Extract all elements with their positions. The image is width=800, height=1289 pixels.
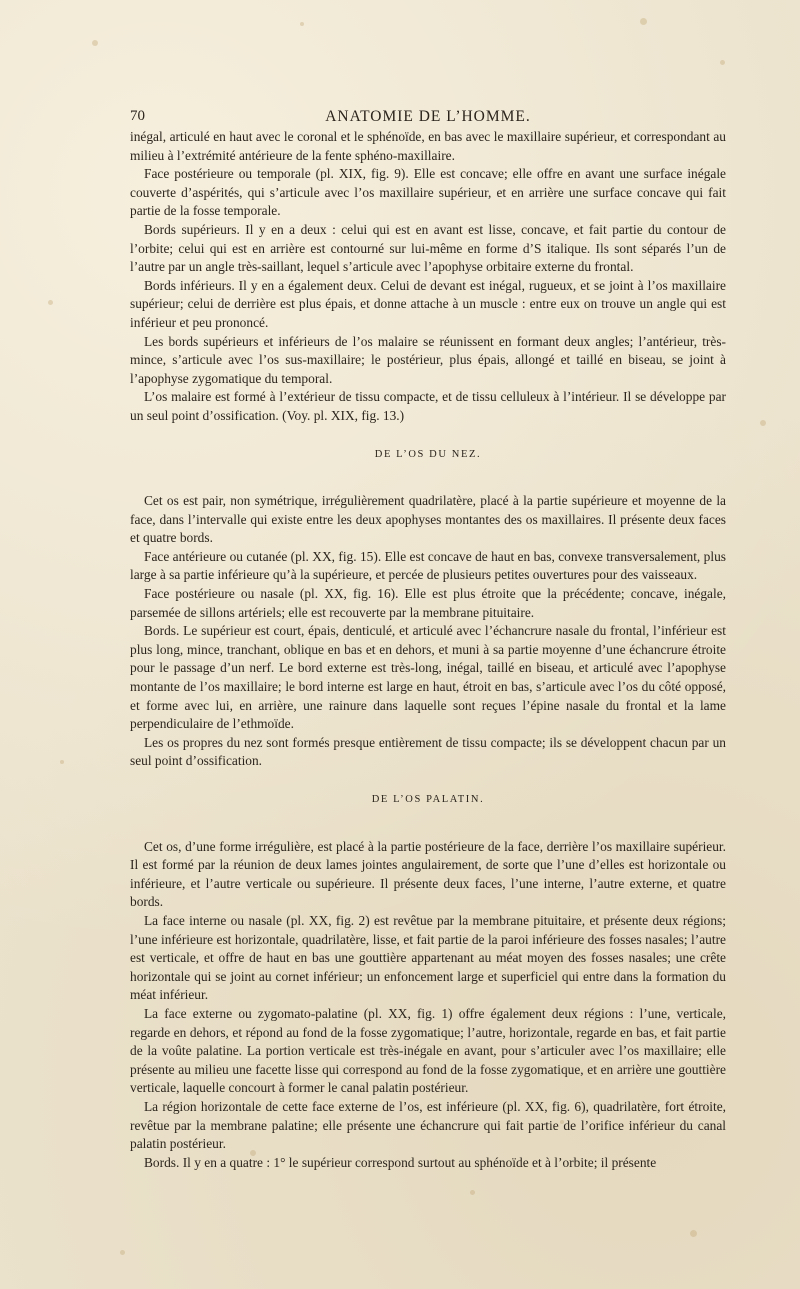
paragraph: Cet os, d’une forme irrégulière, est placé à la partie postérieure de la face, derrière l’os maxillaire supérieur. Il est formé par la réunion de deux lames jointes angulairement, de sorte que l’une d’elles est horizontale ou inférieure, et l’autre verticale ou supérieure. Il présente deux faces, l’une interne, l’autre externe, et quatre bords. bbox=[130, 838, 726, 910]
paragraph: Cet os est pair, non symétrique, irrégulièrement quadrilatère, placé à la partie supérieure et moyenne de la face, dans l’intervalle qui existe entre les deux apophyses montantes des os maxillaires. Il présente deux faces et quatre bords. bbox=[130, 493, 726, 546]
paragraph: Bords inférieurs. Il y en a également deux. Celui de devant est inégal, rugueux, et se joint à l’os maxillaire supérieur; celui de derrière est plus épais, et donne attache à un muscle : entre eux on trouve un angle qui est inférieur et peu prononcé. bbox=[130, 277, 726, 330]
paragraph: La face interne ou nasale (pl. XX, fig. 2) est revêtue par la membrane pituitaire, et présente deux régions; l’une inférieure est horizontale, quadrilatère, lisse, et fait partie de la paroi inférieure des fosses nasales; l’autre est verticale, et offre de haut en bas une gouttière appartenant au méat moyen des fosses nasales; une crête horizontale qui se joint au cornet inférieur; un enfoncement large et superficiel qui entre dans la formation du méat inférieur. bbox=[130, 912, 726, 1003]
paragraph: La région horizontale de cette face externe de l’os, est inférieure (pl. XX, fig. 6), quadrilatère, fort étroite, revêtue par la membrane palatine; elle présente une échancrure qui fait partie de l’orifice inférieur du canal palatin postérieur. bbox=[130, 1098, 726, 1152]
paragraph: L’os malaire est formé à l’extérieur de tissu compacte, et de tissu celluleux à l’intérieur. Il se développe par un seul point d’ossification. (Voy. pl. XIX, fig. 13.) bbox=[130, 389, 726, 423]
body-text bbox=[130, 128, 726, 1172]
page-header bbox=[130, 108, 726, 130]
section-heading-os-palatin: DE L’OS PALATIN. bbox=[371, 794, 485, 805]
paragraph: Face postérieure ou temporale (pl. XIX, fig. 9). Elle est concave; elle offre en avant une surface inégale couverte d’aspérités, qui s’articule avec l’os maxillaire supérieur, et en arrière une surface concave qui fait partie de la fosse temporale. bbox=[130, 166, 726, 219]
paragraph: Face antérieure ou cutanée (pl. XX, fig. 15). Elle est concave de haut en bas, convexe transversalement, plus large à sa partie inférieure qu’à la supérieure, et percée de plusieurs petites ouvertures pour des vaisseaux. bbox=[130, 548, 726, 583]
running-title: ANATOMIE DE L’HOMME. bbox=[325, 108, 531, 125]
paragraph: Bords. Le supérieur est court, épais, denticulé, et articulé avec l’échancrure nasale du frontal, l’inférieur est plus long, mince, tranchant, oblique en bas et en dehors, et muni à sa partie moyenne d’une échancrure étroite pour le passage d’un nerf. Le bord externe est très-long, inégal, taillé en biseau, et articulé avec l’apophyse montante de l’os maxillaire; le bord interne est large en haut, étroit en bas, s’articule avec l’os du côté opposé, et forme avec lui, en arrière, une rainure dans laquelle sont reçues l’épine nasale du frontal et la lame perpendiculaire de l’ethmoïde. bbox=[130, 623, 726, 732]
page-number: 70 bbox=[130, 108, 145, 124]
paragraph: Bords supérieurs. Il y en a deux : celui qui est en avant est lisse, concave, et fait partie du contour de l’orbite; celui qui est en arrière est contourné sur lui-même en forme d’S italique. Ils sont séparés l’un de l’autre par un angle très-saillant, lequel s’articule avec l’apophyse orbitaire externe du frontal. bbox=[130, 221, 726, 275]
paragraph: Les bords supérieurs et inférieurs de l’os malaire se réunissent en formant deux angles; l’antérieur, très-mince, s’articule avec l’os sus-maxillaire; le postérieur, plus épais, allongé et taillé en biseau, se joint à l’apophyse zygomatique du temporal. bbox=[130, 333, 726, 386]
section-heading-os-du-nez: DE L’OS DU NEZ. bbox=[374, 448, 482, 460]
paragraph: Bords. Il y en a quatre : 1° le supérieur correspond surtout au sphénoïde et à l’orbite; il présente bbox=[144, 1154, 657, 1170]
paragraph: Face postérieure ou nasale (pl. XX, fig. 16). Elle est plus étroite que la précédente; concave, inégale, parsemée de sillons artériels; elle est recouverte par la membrane pituitaire. bbox=[130, 586, 726, 620]
paragraph: inégal, articulé en haut avec le coronal et le sphénoïde, en bas avec le maxillaire supérieur, et correspondant au milieu à l’extrémité antérieure de la fente sphéno-maxillaire. bbox=[130, 129, 726, 163]
paragraph: La face externe ou zygomato-palatine (pl. XX, fig. 1) offre également deux régions : l’une, verticale, regarde en dehors, et répond au fond de la fosse zygomatique; l’autre, horizontale, regarde en bas, et fait partie de la voûte palatine. La portion verticale est très-inégale en avant, pour s’articuler avec l’os maxillaire; elle présente au milieu une facette lisse qui correspond au fond de la fosse zygomatique, et en arrière une gouttière verticale, laquelle concourt à former le canal palatin postérieur. bbox=[130, 1005, 726, 1096]
paragraph: Les os propres du nez sont formés presque entièrement de tissu compacte; ils se développent chacun par un seul point d’ossification. bbox=[130, 734, 726, 769]
